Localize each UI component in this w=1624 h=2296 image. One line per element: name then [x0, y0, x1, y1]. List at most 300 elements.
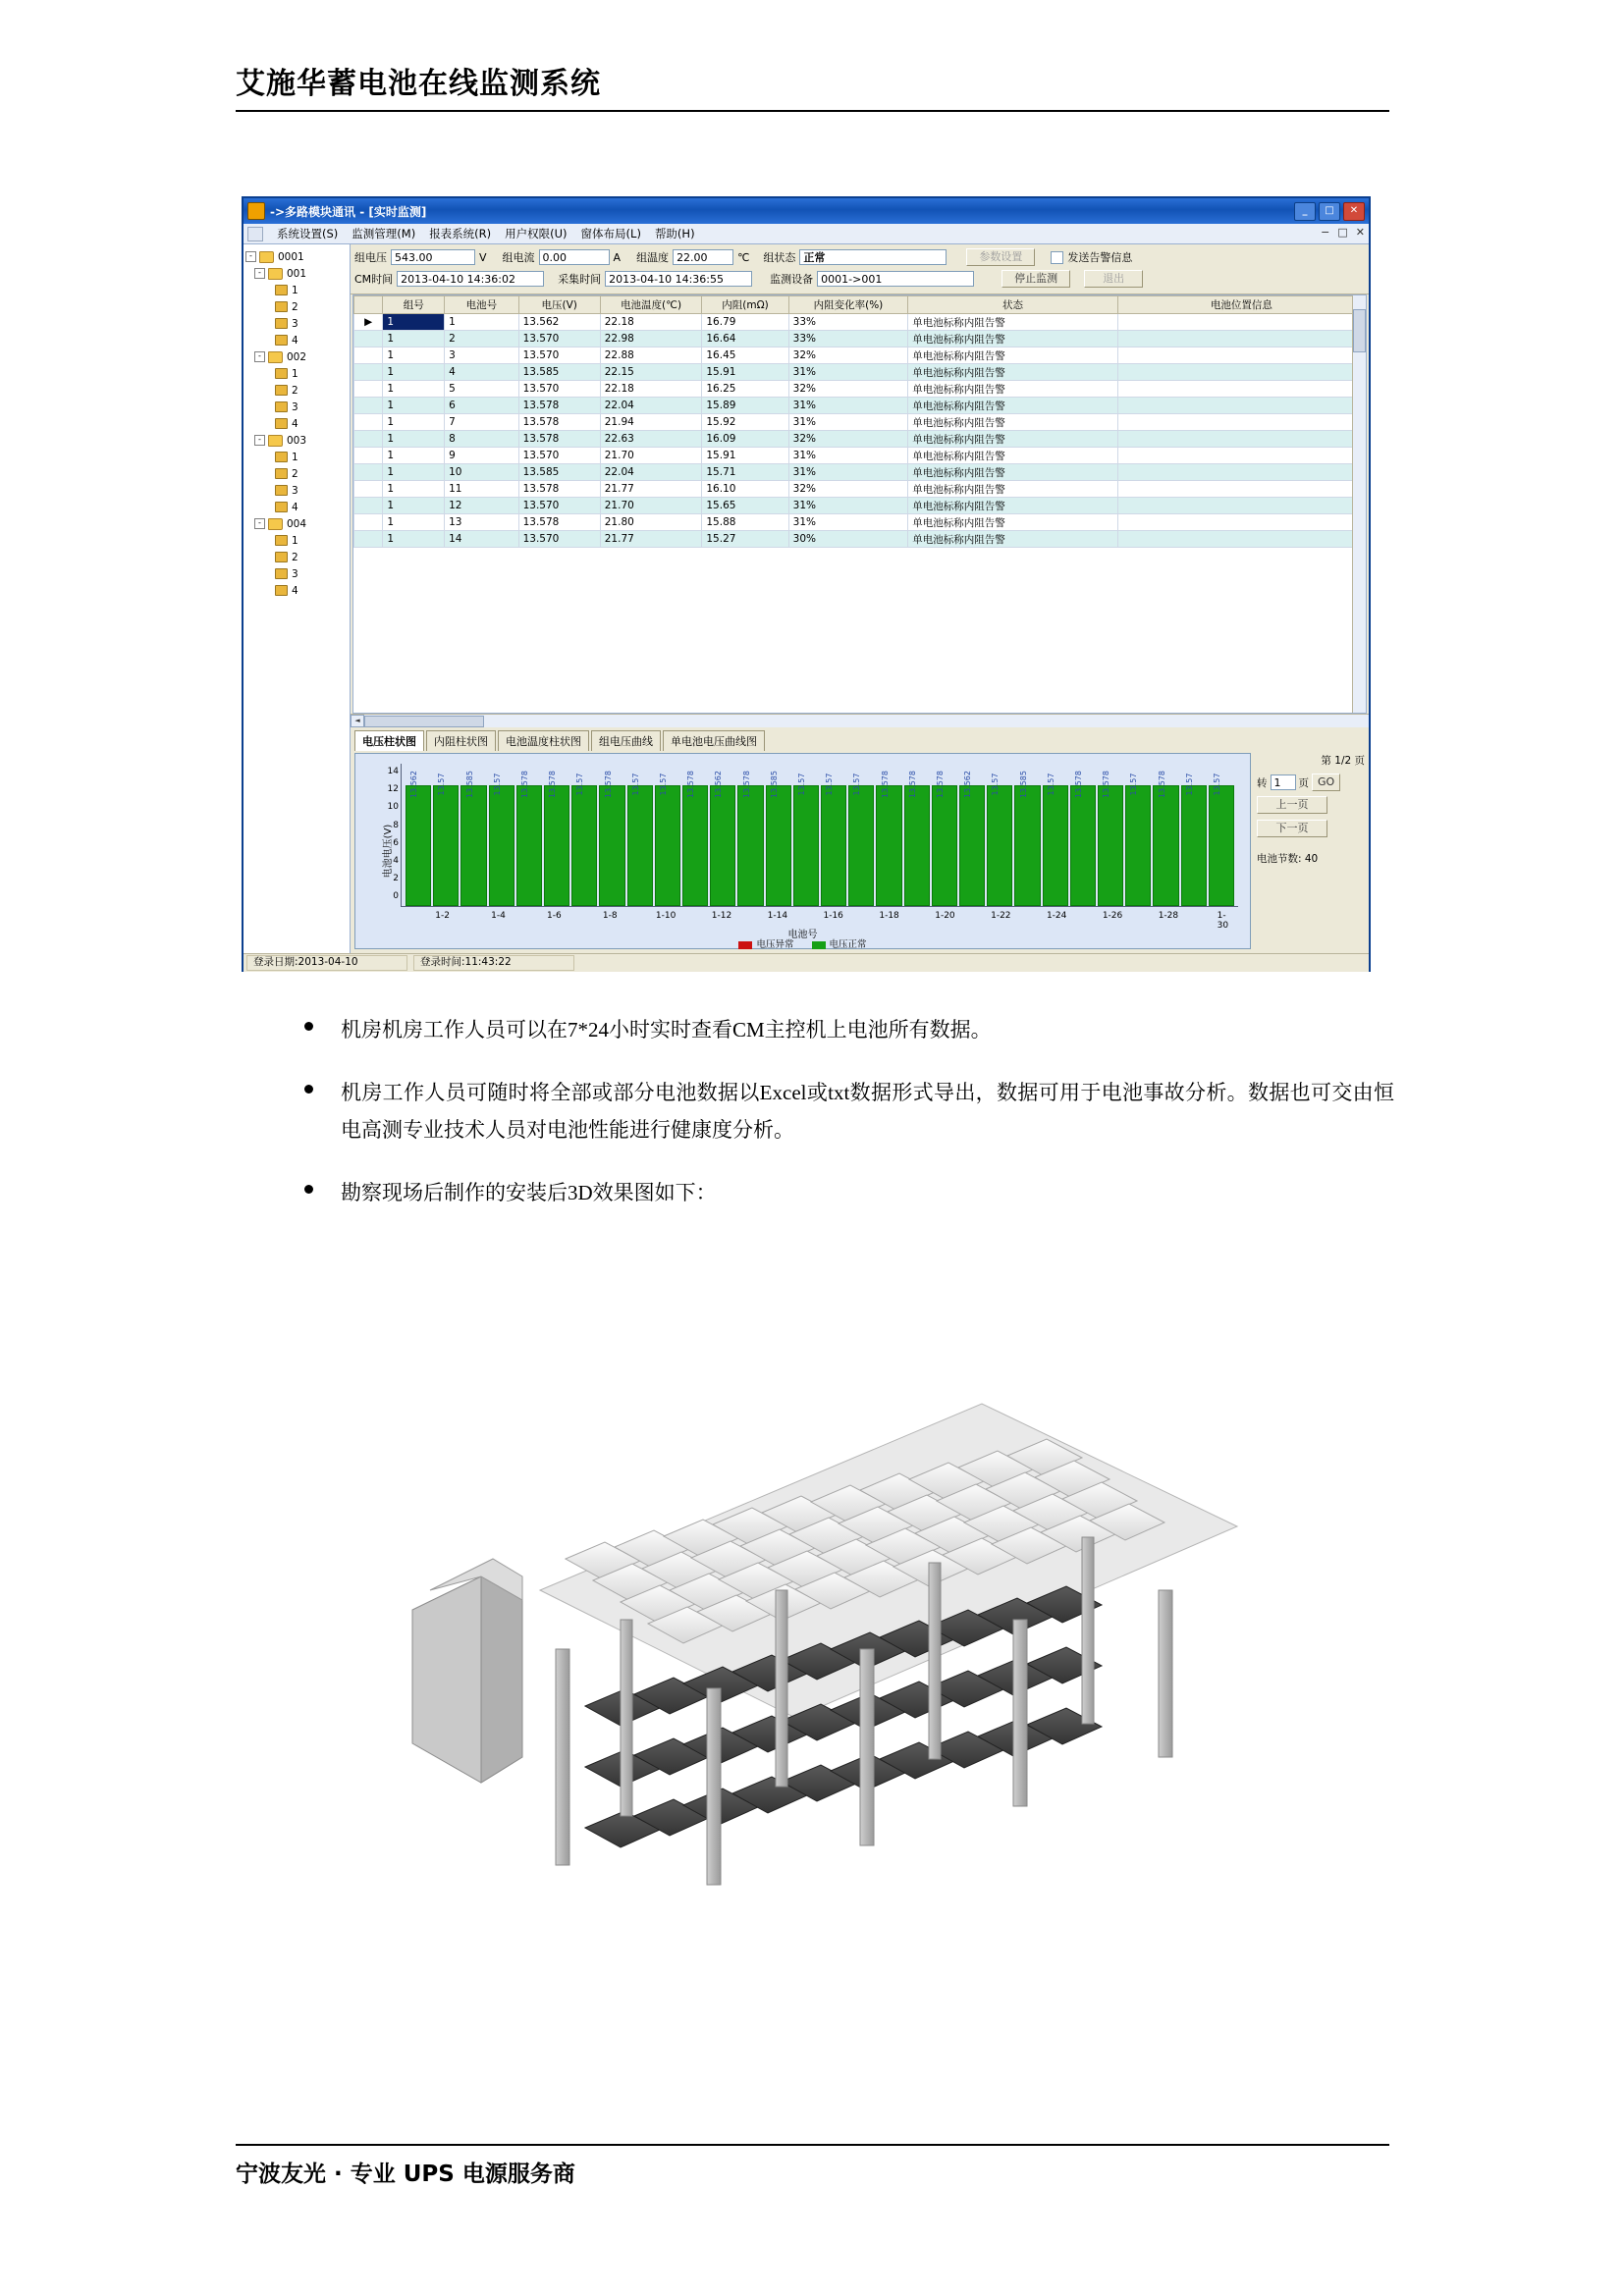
table-vscroll-thumb[interactable] — [1353, 309, 1366, 352]
table-cell: 16.45 — [702, 347, 788, 364]
battery-table[interactable] — [353, 295, 1366, 548]
bar-value-label: 13.57 — [825, 773, 835, 796]
table-cell: 单电池标称内阻告警 — [908, 398, 1118, 414]
table-row[interactable] — [354, 414, 1366, 431]
folder-icon — [268, 435, 283, 447]
table-cell: 1 — [383, 514, 445, 531]
minimize-button[interactable]: _ — [1294, 202, 1316, 221]
tree-node[interactable] — [245, 382, 348, 399]
window-title: ->多路模块通讯 - [实时监测] — [270, 204, 427, 219]
login-time: 登录时间:11:43:22 — [413, 955, 574, 971]
tree-node-label: 001 — [287, 267, 307, 280]
row-marker — [354, 448, 383, 464]
group-state-label: 组状态 — [763, 251, 796, 264]
table-cell: 4 — [445, 364, 518, 381]
table-cell: 单电池标称内阻告警 — [908, 498, 1118, 514]
page-indicator: 第 1/2 页 — [1321, 755, 1365, 767]
group-temp-label: 组温度 — [636, 251, 670, 264]
bar-value-label: 13.585 — [464, 770, 474, 798]
table-cell: 单电池标称内阻告警 — [908, 331, 1118, 347]
table-cell: 13.570 — [518, 331, 600, 347]
tree-expander-icon[interactable]: - — [245, 251, 256, 262]
row-marker-header — [354, 296, 383, 314]
send-alarm-checkbox[interactable] — [1051, 251, 1063, 264]
table-cell: 12 — [445, 498, 518, 514]
table-cell: 16.25 — [702, 381, 788, 398]
bar — [737, 770, 763, 906]
table-cell: 单电池标称内阻告警 — [908, 314, 1118, 331]
table-cell: 1 — [383, 331, 445, 347]
tree-node[interactable] — [245, 282, 348, 298]
tree-node[interactable] — [245, 499, 348, 515]
table-row[interactable] — [354, 531, 1366, 548]
table-cell: 15.92 — [702, 414, 788, 431]
x-axis-tick: 1-2 — [435, 911, 450, 921]
battery-table-container[interactable] — [352, 294, 1367, 714]
chart-x-axis-label: 电池号 — [787, 930, 818, 940]
tree-node[interactable] — [245, 582, 348, 599]
monitor-device-label: 监测设备 — [770, 273, 814, 286]
column-header[interactable]: 内阻(mΩ) — [702, 296, 788, 314]
table-cell: 32% — [788, 347, 908, 364]
battery-node-icon — [275, 401, 288, 412]
cm-time-label: CM时间 — [354, 273, 394, 286]
table-cell: 15.89 — [702, 398, 788, 414]
chart-tab[interactable]: 电压柱状图 — [354, 730, 424, 751]
battery-node-icon — [275, 585, 288, 596]
table-cell: 15.91 — [702, 448, 788, 464]
y-axis-tick: 0 — [393, 891, 399, 901]
table-cell: 1 — [383, 381, 445, 398]
y-axis-tick: 8 — [393, 820, 399, 830]
bar — [489, 773, 514, 906]
table-cell: 32% — [788, 481, 908, 498]
table-horizontal-scrollbar[interactable] — [351, 714, 1369, 727]
bar-value-label: 13.57 — [1129, 773, 1139, 796]
table-cell: 13.570 — [518, 381, 600, 398]
group-temp-value[interactable]: 22.00 — [673, 249, 733, 265]
table-cell: 单电池标称内阻告警 — [908, 347, 1118, 364]
chart-tab[interactable]: 单电池电压曲线图 — [663, 730, 765, 751]
menu-item-system[interactable]: 系统设置(S) — [277, 227, 339, 240]
list-item — [236, 1011, 1394, 1048]
tree-expander-icon[interactable]: - — [254, 435, 265, 446]
legend-item-abnormal: 电压异常 — [738, 936, 793, 950]
table-vertical-scrollbar[interactable] — [1352, 295, 1366, 713]
tree-node-label: 4 — [292, 417, 298, 430]
bar — [1181, 773, 1207, 906]
group-voltage-label: 组电压 — [354, 251, 387, 264]
chart-tab[interactable]: 电池温度柱状图 — [498, 730, 589, 751]
tree-node-label: 3 — [292, 317, 298, 330]
bar — [599, 770, 624, 906]
table-row[interactable] — [354, 347, 1366, 364]
table-row[interactable] — [354, 514, 1366, 531]
table-header-row — [354, 296, 1366, 314]
group-current-value[interactable]: 0.00 — [539, 249, 610, 265]
group-temp-unit: ℃ — [737, 250, 750, 264]
rack-illustration-svg — [373, 1296, 1276, 1924]
bar-value-label: 13.57 — [852, 773, 862, 796]
table-row[interactable] — [354, 448, 1366, 464]
table-cell: 31% — [788, 514, 908, 531]
scroll-left-arrow[interactable]: ◄ — [351, 715, 364, 727]
chart-x-ticks — [401, 911, 1238, 931]
table-cell: 22.88 — [600, 347, 702, 364]
table-cell — [1117, 481, 1365, 498]
chart-tabs[interactable] — [351, 727, 1369, 751]
table-cell: 13 — [445, 514, 518, 531]
table-cell: 16.64 — [702, 331, 788, 347]
group-current-label: 组电流 — [502, 251, 535, 264]
tree-expander-icon[interactable]: - — [254, 518, 265, 529]
table-cell — [1117, 514, 1365, 531]
table-cell: 1 — [383, 464, 445, 481]
x-axis-tick: 1-24 — [1046, 911, 1067, 921]
table-cell: 16.79 — [702, 314, 788, 331]
table-cell: 31% — [788, 364, 908, 381]
table-cell: 22.15 — [600, 364, 702, 381]
menu-item-layout[interactable]: 窗体布局(L) — [580, 227, 641, 240]
menu-item-help[interactable]: 帮助(H) — [654, 227, 695, 240]
tree-node[interactable] — [245, 465, 348, 482]
table-cell: 31% — [788, 464, 908, 481]
bar — [544, 770, 569, 906]
table-cell: 1 — [383, 531, 445, 548]
maximize-button[interactable]: □ — [1319, 202, 1340, 221]
x-axis-tick: 1-26 — [1102, 911, 1123, 921]
table-cell: 13.585 — [518, 364, 600, 381]
table-cell: 9 — [445, 448, 518, 464]
voltage-bar-chart — [354, 753, 1251, 949]
footer-rule — [236, 2144, 1389, 2146]
battery-node-icon — [275, 368, 288, 379]
table-hscroll-thumb[interactable] — [364, 716, 484, 727]
table-cell — [1117, 464, 1365, 481]
column-header[interactable]: 电池温度(℃) — [600, 296, 702, 314]
group-voltage-unit: V — [479, 250, 487, 264]
battery-node-icon — [275, 418, 288, 429]
table-cell: 21.77 — [600, 481, 702, 498]
table-row[interactable] — [354, 464, 1366, 481]
table-cell: 21.77 — [600, 531, 702, 548]
row-marker: ▶ — [354, 314, 383, 331]
row-marker — [354, 464, 383, 481]
bar — [460, 770, 486, 906]
stop-monitor-button[interactable]: 停止监测 — [1001, 270, 1070, 288]
bar-value-label: 13.57 — [1212, 773, 1221, 796]
goto-page-input[interactable]: 1 — [1271, 774, 1296, 790]
battery-rack-3d-image — [373, 1296, 1276, 1924]
table-cell: 32% — [788, 431, 908, 448]
bar-value-label: 13.578 — [1157, 770, 1166, 798]
bar-value-label: 13.578 — [603, 770, 613, 798]
tree-node[interactable] — [245, 399, 348, 415]
column-header[interactable]: 内阻变化率(%) — [788, 296, 908, 314]
x-axis-tick: 1-22 — [991, 911, 1011, 921]
tree-node[interactable] — [245, 415, 348, 432]
window-controls[interactable] — [1294, 202, 1365, 221]
table-cell: 单电池标称内阻告警 — [908, 364, 1118, 381]
menubar[interactable] — [244, 224, 1369, 244]
menu-item-monitor[interactable]: 监测管理(M) — [352, 227, 416, 240]
page-unit-label: 页 — [1298, 776, 1309, 789]
bar — [627, 773, 653, 906]
tree-node[interactable] — [245, 265, 348, 282]
tree-expander-icon[interactable]: - — [254, 351, 265, 362]
column-header[interactable]: 状态 — [908, 296, 1118, 314]
group-voltage-value[interactable]: 543.00 — [391, 249, 475, 265]
table-row[interactable] — [354, 364, 1366, 381]
table-cell: 2 — [445, 331, 518, 347]
mdi-minimize-button[interactable]: − — [1321, 226, 1330, 239]
table-cell: 13.578 — [518, 481, 600, 498]
bar-value-label: 13.585 — [769, 770, 779, 798]
close-button[interactable]: ✕ — [1343, 202, 1365, 221]
bar — [1014, 770, 1040, 906]
application-window — [242, 196, 1371, 972]
device-tree[interactable] — [244, 244, 351, 953]
tree-node[interactable] — [245, 565, 348, 582]
battery-node-icon — [275, 502, 288, 512]
bar-value-label: 13.57 — [437, 773, 447, 796]
x-axis-tick: 1-12 — [711, 911, 732, 921]
bar-value-label: 13.578 — [907, 770, 917, 798]
sample-time-value[interactable]: 2013-04-10 14:36:55 — [605, 271, 752, 287]
bullet-text: 勘察现场后制作的安装后3D效果图如下： — [341, 1181, 717, 1204]
tree-node[interactable] — [245, 332, 348, 348]
bar — [571, 773, 597, 906]
goto-page-row[interactable] — [1257, 774, 1365, 791]
tree-node-label: 4 — [292, 334, 298, 347]
tree-node[interactable] — [245, 482, 348, 499]
tree-node[interactable] — [245, 348, 348, 365]
tree-node[interactable] — [245, 449, 348, 465]
exit-button[interactable]: 退出 — [1084, 270, 1143, 288]
battery-node-icon — [275, 468, 288, 479]
table-cell: 15.27 — [702, 531, 788, 548]
table-row[interactable] — [354, 431, 1366, 448]
parameter-panel — [351, 244, 1369, 294]
menu-item-report[interactable]: 报表系统(R) — [429, 227, 492, 240]
folder-icon — [268, 351, 283, 363]
bar-value-label: 13.57 — [658, 773, 668, 796]
tree-node[interactable] — [245, 315, 348, 332]
chart-tab[interactable]: 组电压曲线 — [591, 730, 661, 751]
table-cell: 22.18 — [600, 314, 702, 331]
table-cell: 14 — [445, 531, 518, 548]
folder-icon — [268, 268, 283, 280]
battery-node-icon — [275, 535, 288, 546]
tree-node-label: 3 — [292, 567, 298, 580]
bar — [932, 770, 957, 906]
tree-node[interactable] — [245, 515, 348, 532]
table-cell — [1117, 314, 1365, 331]
table-cell — [1117, 531, 1365, 548]
table-cell: 15.88 — [702, 514, 788, 531]
table-row[interactable] — [354, 498, 1366, 514]
table-cell: 13.578 — [518, 414, 600, 431]
table-row[interactable] — [354, 398, 1366, 414]
chart-tab[interactable]: 内阻柱状图 — [426, 730, 496, 751]
cell-count-label: 电池节数: 40 — [1257, 853, 1319, 865]
column-header[interactable]: 电压(V) — [518, 296, 600, 314]
x-axis-tick: 1-28 — [1158, 911, 1179, 921]
control-cabinet — [412, 1559, 522, 1783]
table-cell: 1 — [445, 314, 518, 331]
footer-text: 宁波友光 · 专业 UPS 电源服务商 — [236, 2162, 575, 2187]
bar-series — [406, 764, 1234, 906]
bar-value-label: 13.562 — [963, 771, 973, 799]
content-area — [244, 244, 1369, 953]
document-footer — [236, 2138, 1389, 2188]
bar — [1098, 770, 1123, 906]
menu-doc-icon — [247, 227, 263, 241]
table-cell: 单电池标称内阻告警 — [908, 381, 1118, 398]
app-icon — [247, 202, 265, 220]
tree-expander-icon[interactable]: - — [254, 268, 265, 279]
x-axis-tick: 1-30 — [1217, 911, 1229, 931]
bullet-list — [236, 1011, 1394, 1237]
go-button[interactable]: GO — [1312, 774, 1340, 791]
table-cell: 21.94 — [600, 414, 702, 431]
bar-value-label: 13.578 — [880, 770, 890, 798]
table-cell: 13.570 — [518, 498, 600, 514]
x-axis-tick: 1-8 — [602, 911, 618, 921]
bar — [1209, 773, 1234, 906]
bar — [1125, 773, 1151, 906]
bar-value-label: 13.57 — [1046, 773, 1056, 796]
bar-value-label: 13.57 — [991, 773, 1001, 796]
table-cell: 13.585 — [518, 464, 600, 481]
bar-value-label: 13.57 — [630, 773, 640, 796]
tree-node[interactable] — [245, 432, 348, 449]
tree-node-label: 1 — [292, 534, 298, 547]
table-cell: 10 — [445, 464, 518, 481]
table-cell: 1 — [383, 398, 445, 414]
battery-node-icon — [275, 552, 288, 562]
table-cell: 1 — [383, 498, 445, 514]
header-rule — [236, 110, 1389, 112]
table-cell: 5 — [445, 381, 518, 398]
chart-legend — [355, 936, 1250, 950]
bullet-dot-icon — [304, 1185, 313, 1194]
row-marker — [354, 431, 383, 448]
table-cell: 21.80 — [600, 514, 702, 531]
menu-item-permission[interactable]: 用户权限(U) — [505, 227, 568, 240]
mdi-close-button[interactable]: ✕ — [1355, 226, 1365, 239]
table-cell — [1117, 414, 1365, 431]
table-row[interactable] — [354, 331, 1366, 347]
tree-node[interactable] — [245, 532, 348, 549]
column-header[interactable]: 组号 — [383, 296, 445, 314]
table-cell: 13.578 — [518, 398, 600, 414]
table-cell: 单电池标称内阻告警 — [908, 514, 1118, 531]
bar-value-label: 13.57 — [492, 773, 502, 796]
battery-node-icon — [275, 485, 288, 496]
tree-node-label: 2 — [292, 551, 298, 563]
bar — [1043, 773, 1068, 906]
table-row[interactable] — [354, 314, 1366, 331]
row-marker — [354, 481, 383, 498]
tree-node[interactable] — [245, 298, 348, 315]
x-axis-tick: 1-4 — [491, 911, 506, 921]
table-row[interactable] — [354, 381, 1366, 398]
statusbar — [244, 953, 1369, 972]
table-cell — [1117, 498, 1365, 514]
bar — [793, 773, 819, 906]
chart-sidebar — [1251, 753, 1365, 949]
bar-value-label: 13.578 — [935, 770, 945, 798]
row-marker — [354, 347, 383, 364]
chart-y-axis-label: 电池电压(V) — [382, 824, 394, 879]
column-header[interactable]: 电池位置信息 — [1117, 296, 1365, 314]
bar-value-label: 13.57 — [1184, 773, 1194, 796]
y-axis-tick: 2 — [393, 873, 399, 883]
tree-node-label: 1 — [292, 284, 298, 296]
bar — [959, 771, 985, 906]
chart-row — [351, 751, 1369, 953]
y-axis-tick: 4 — [393, 855, 399, 866]
legend-item-normal: 电压正常 — [812, 936, 867, 950]
table-cell: 单电池标称内阻告警 — [908, 414, 1118, 431]
mdi-restore-button[interactable]: □ — [1337, 226, 1348, 239]
tree-node-label: 0001 — [278, 250, 304, 263]
tree-node[interactable] — [245, 549, 348, 565]
bar — [406, 771, 431, 906]
next-page-button[interactable]: 下一页 — [1257, 820, 1327, 837]
y-axis-tick: 10 — [387, 802, 399, 813]
send-alarm-label: 发送告警信息 — [1067, 251, 1133, 264]
x-axis-tick: 1-20 — [935, 911, 955, 921]
param-setting-button[interactable]: 参数设置 — [966, 248, 1035, 266]
table-cell: 单电池标称内阻告警 — [908, 431, 1118, 448]
column-header[interactable]: 电池号 — [445, 296, 518, 314]
bar — [682, 770, 708, 906]
tree-node-label: 002 — [287, 350, 307, 363]
table-cell: 15.71 — [702, 464, 788, 481]
bar — [433, 773, 459, 906]
bar-value-label: 13.578 — [741, 770, 751, 798]
table-cell: 15.65 — [702, 498, 788, 514]
x-axis-tick: 1-10 — [655, 911, 677, 921]
bullet-dot-icon — [304, 1085, 313, 1094]
bar-value-label: 13.585 — [1018, 770, 1028, 798]
tree-node[interactable] — [245, 365, 348, 382]
tree-node-label: 004 — [287, 517, 307, 530]
cm-time-value[interactable]: 2013-04-10 14:36:02 — [397, 271, 544, 287]
group-state-value: 正常 — [799, 249, 947, 265]
table-cell: 33% — [788, 314, 908, 331]
table-cell: 8 — [445, 431, 518, 448]
table-cell: 11 — [445, 481, 518, 498]
table-cell — [1117, 398, 1365, 414]
table-row[interactable] — [354, 481, 1366, 498]
prev-page-button[interactable]: 上一页 — [1257, 796, 1327, 814]
table-cell: 22.18 — [600, 381, 702, 398]
mdi-window-controls[interactable] — [1321, 226, 1365, 239]
monitor-device-value[interactable]: 0001->001 — [817, 271, 974, 287]
table-cell: 13.578 — [518, 431, 600, 448]
battery-node-icon — [275, 568, 288, 579]
bar — [987, 773, 1012, 906]
table-cell — [1117, 347, 1365, 364]
tree-node[interactable] — [245, 248, 348, 265]
bullet-text: 机房工作人员可随时将全部或部分电池数据以Excel或txt数据形式导出，数据可用于电池事故分析。数据也可交由恒电高测专业技术人员对电池性能进行健康度分析。 — [341, 1081, 1394, 1142]
window-titlebar — [244, 198, 1369, 224]
folder-icon — [268, 518, 283, 530]
table-cell: 22.04 — [600, 398, 702, 414]
